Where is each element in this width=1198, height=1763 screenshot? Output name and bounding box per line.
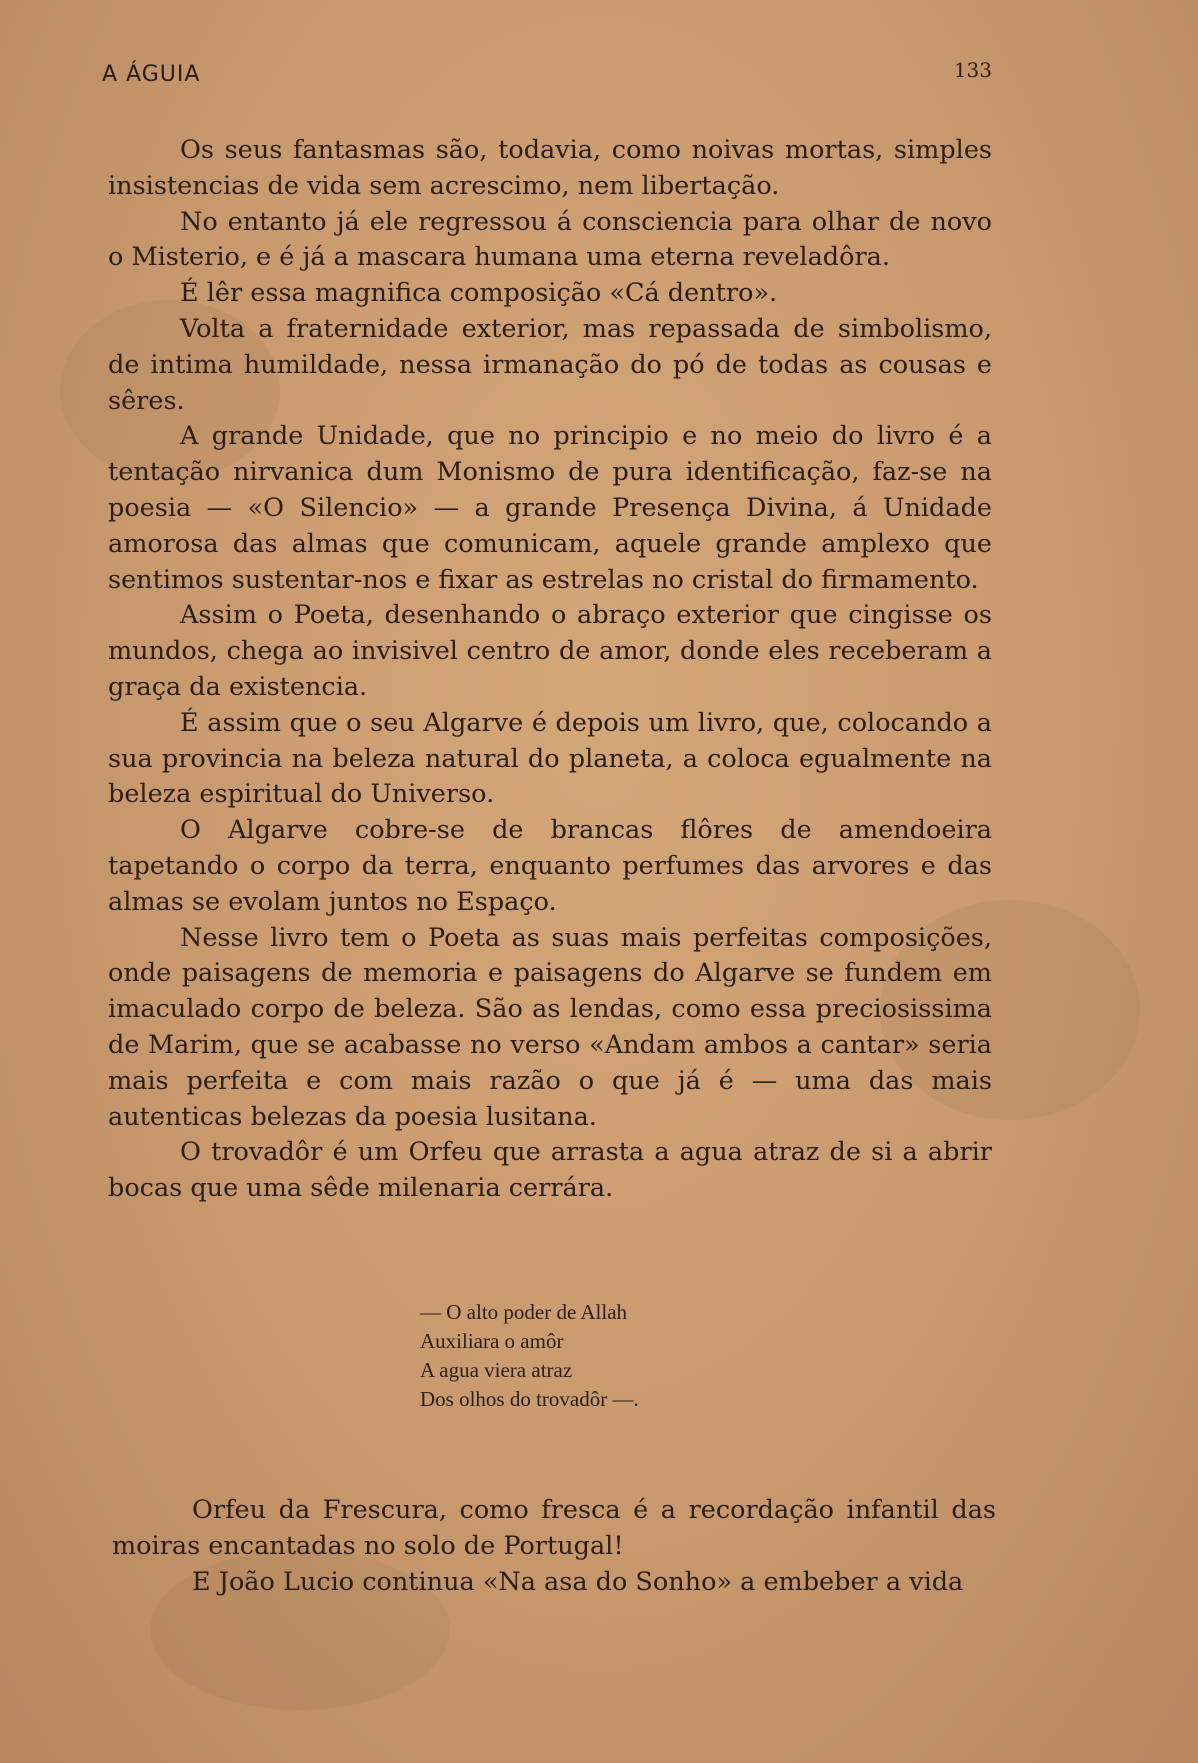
paragraph: É lêr essa magnifica composição «Cá dentro».: [180, 278, 778, 309]
page-number: 133: [953, 58, 992, 82]
paragraph: O Algarve cobre-se de brancas flôres de amendoeira tapetando o corpo da terra, enquanto perfumes das arvores e das almas se evolam juntos no Espaço.: [108, 815, 992, 917]
paragraph: E João Lucio continua «Na asa do Sonho» a embeber a vida: [192, 1566, 964, 1597]
paragraph: Orfeu da Frescura, como fresca é a recordação infantil das moiras encantadas no solo de Portugal!: [112, 1495, 996, 1561]
paragraph: É assim que o seu Algarve é depois um livro, que, colocando a sua provincia na beleza natural do planeta, a coloca egualmente na beleza espiritual do Universo.: [108, 707, 992, 810]
verse-line: A agua viera atraz: [420, 1358, 573, 1382]
paragraph: A grande Unidade, que no principio e no meio do livro é a tentação nirvanica dum Monismo de pura identificação, faz-se na poesia — «O Silencio» — a grande Presença Divina, á Unidade amorosa das almas que comunicam, aquele grande amplexo que sentimos sustentar-nos e fixar as estrelas no cristal do firmamento.: [108, 421, 992, 595]
main-text: [108, 133, 992, 1207]
paragraph: Assim o Poeta, desenhando o abraço exterior que cingisse os mundos, chega ao invisivel centro de amor, donde eles receberam a graça da existencia.: [108, 600, 992, 702]
verse-quotation: [420, 1298, 639, 1414]
verse-line: — O alto poder de Allah: [420, 1300, 628, 1324]
paragraph: Os seus fantasmas são, todavia, como noivas mortas, simples insistencias de vida sem acrescimo, nem libertação.: [108, 135, 992, 201]
paragraph: Volta a fraternidade exterior, mas repassada de simbolismo, de intima humildade, nessa irmanação do pó de todas as cousas e sêres.: [108, 313, 992, 416]
paragraph: O trovadôr é um Orfeu que arrasta a agua atraz de si a abrir bocas que uma sêde milenaria cerrára.: [108, 1137, 992, 1204]
paragraph: Nesse livro tem o Poeta as suas mais perfeitas composições, onde paisagens de memoria e paisagens do Algarve se fundem em imaculado corpo de beleza. São as lendas, como essa preciosissima de Marim, que se acabasse no verso «Andam ambos a cantar» seria mais perfeita e com mais razão o que já é — uma das mais autenticas belezas da poesia lusitana.: [108, 922, 992, 1132]
closing-text: [112, 1493, 996, 1600]
journal-title: A ÁGUIA: [102, 62, 201, 87]
running-head: [102, 58, 992, 92]
verse-line: Dos olhos do trovadôr —.: [420, 1387, 639, 1411]
verse-line: Auxiliara o amôr: [420, 1329, 564, 1353]
paragraph: No entanto já ele regressou á consciencia para olhar de novo o Misterio, e é já a mascara humana uma eterna reveladôra.: [108, 206, 992, 273]
